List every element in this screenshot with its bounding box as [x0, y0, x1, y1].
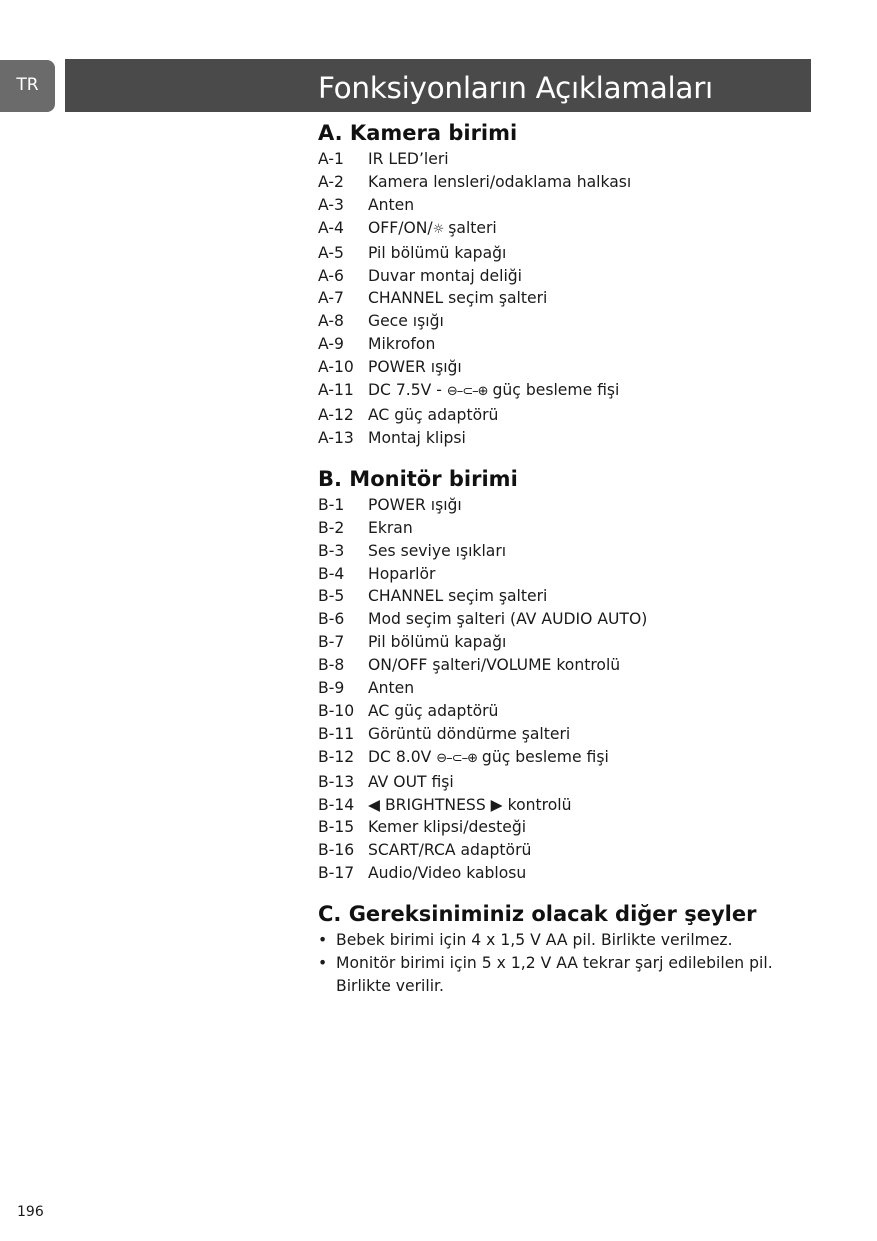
item-label: Montaj klipsi [368, 428, 466, 447]
list-item [318, 404, 798, 427]
list-item [318, 631, 798, 654]
list-item [318, 217, 798, 242]
item-label [368, 746, 609, 771]
item-label: Görüntü döndürme şalteri [368, 724, 571, 743]
item-code: B-5 [318, 587, 345, 606]
section-other-requirements [318, 899, 798, 998]
item-label: Kemer klipsi/desteği [368, 818, 527, 837]
item-code: B-4 [318, 564, 345, 583]
item-label [368, 379, 619, 404]
bullet-icon: • [318, 931, 328, 950]
item-code: A-1 [318, 150, 344, 168]
item-label [368, 217, 497, 242]
list-item [318, 585, 798, 608]
item-label: Duvar montaj deliği [368, 266, 523, 285]
item-code: A-6 [318, 266, 344, 285]
bullet-text: Monitör birimi için 5 x 1,2 V AA tekrar şarj edilebilen pil. Birlikte verilir. [336, 954, 773, 995]
camera-unit-list [318, 148, 798, 450]
item-label: POWER ışığı [368, 358, 462, 377]
item-label: SCART/RCA adaptörü [368, 841, 532, 860]
item-code: B-9 [318, 679, 345, 698]
item-code: A-5 [318, 243, 344, 262]
list-item [318, 839, 798, 862]
item-code: B-12 [318, 747, 355, 766]
content [318, 118, 798, 1012]
item-label: Kamera lensleri/odaklama halkası [368, 172, 632, 191]
list-item [318, 771, 798, 794]
other-requirements-list [318, 929, 798, 998]
item-code: B-8 [318, 656, 345, 675]
list-item [318, 700, 798, 723]
item-label: Gece ışığı [368, 312, 444, 331]
item-code: B-17 [318, 864, 355, 883]
list-item [318, 242, 798, 265]
item-label: Mikrofon [368, 335, 436, 354]
bullet-item [318, 929, 798, 952]
item-code: B-16 [318, 841, 355, 860]
list-item [318, 494, 798, 517]
item-label-text: DC 8.0V [368, 747, 437, 766]
item-label: Ekran [368, 518, 413, 537]
item-label: IR LED’leri [368, 150, 449, 168]
section-title-other-requirements: C. Gereksiniminiz olacak diğer şeyler [318, 902, 757, 927]
item-label: AC güç adaptörü [368, 405, 499, 424]
list-item [318, 333, 798, 356]
language-tab: TR [0, 60, 55, 112]
list-item [318, 171, 798, 194]
list-item [318, 148, 798, 171]
list-item [318, 356, 798, 379]
list-item [318, 794, 798, 817]
item-label: Mod seçim şalteri (AV AUDIO AUTO) [368, 610, 648, 629]
item-label: CHANNEL seçim şalteri [368, 587, 548, 606]
list-item [318, 654, 798, 677]
list-item [318, 677, 798, 700]
item-label: Audio/Video kablosu [368, 864, 527, 883]
list-item [318, 816, 798, 839]
item-code: B-15 [318, 818, 355, 837]
item-label-text: DC 7.5V - [368, 381, 447, 400]
item-code: B-10 [318, 701, 355, 720]
list-item [318, 608, 798, 631]
item-code: A-10 [318, 358, 354, 377]
list-item [318, 517, 798, 540]
item-code: B-11 [318, 724, 355, 743]
item-label: AV OUT fişi [368, 772, 454, 791]
item-code: B-6 [318, 610, 345, 629]
item-code: A-2 [318, 172, 344, 191]
item-label: ◀ BRIGHTNESS ▶ kontrolü [368, 795, 572, 814]
item-label-text: OFF/ON/ [368, 218, 433, 237]
list-item [318, 540, 798, 563]
item-code: A-4 [318, 218, 344, 237]
header-bar [65, 59, 811, 112]
item-code: B-14 [318, 795, 355, 814]
item-code: A-11 [318, 381, 354, 400]
page-number: 196 [17, 1204, 44, 1220]
item-label-text: şalteri [443, 218, 497, 237]
item-code: B-13 [318, 772, 355, 791]
item-label-text: güç besleme fişi [476, 747, 609, 766]
item-code: A-8 [318, 312, 344, 331]
list-item [318, 862, 798, 885]
item-label: Ses seviye ışıkları [368, 541, 507, 560]
item-label: POWER ışığı [368, 495, 462, 514]
item-code: A-3 [318, 195, 344, 214]
item-code: A-7 [318, 289, 344, 308]
list-item [318, 427, 798, 450]
list-item [318, 746, 798, 771]
item-code: B-2 [318, 518, 345, 537]
bullet-item [318, 952, 798, 998]
list-item [318, 310, 798, 333]
item-label: Anten [368, 679, 415, 698]
item-code: A-9 [318, 335, 344, 354]
list-item [318, 265, 798, 288]
monitor-unit-list [318, 494, 798, 885]
item-label: Pil bölümü kapağı [368, 243, 507, 262]
section-title-monitor-unit: B. Monitör birimi [318, 466, 518, 491]
list-item [318, 379, 798, 404]
item-label: ON/OFF şalteri/VOLUME kontrolü [368, 656, 621, 675]
item-code: B-7 [318, 633, 345, 652]
item-code: B-3 [318, 541, 345, 560]
list-item [318, 563, 798, 586]
section-camera-unit [318, 118, 798, 450]
item-label: CHANNEL seçim şalteri [368, 289, 548, 308]
item-label: Anten [368, 195, 415, 214]
dc-polarity-icon: ⊖–⊂–⊕ [446, 384, 488, 400]
section-title-camera-unit: A. Kamera birimi [318, 121, 518, 145]
item-label: Pil bölümü kapağı [368, 633, 507, 652]
list-item [318, 287, 798, 310]
item-code: B-1 [318, 495, 345, 514]
page-title: Fonksiyonların Açıklamaları [318, 71, 713, 105]
item-code: A-13 [318, 428, 354, 447]
bullet-icon: • [318, 954, 328, 973]
item-code: A-12 [318, 405, 354, 424]
item-label-text: güç besleme fişi [487, 381, 620, 400]
list-item [318, 194, 798, 217]
list-item [318, 723, 798, 746]
section-monitor-unit [318, 464, 798, 885]
dc-polarity-icon: ⊖–⊂–⊕ [436, 750, 477, 766]
item-label: AC güç adaptörü [368, 701, 499, 720]
night-light-icon: ☼ [432, 221, 444, 237]
item-label: Hoparlör [368, 564, 436, 583]
bullet-text: Bebek birimi için 4 x 1,5 V AA pil. Birlikte verilmez. [336, 931, 733, 950]
